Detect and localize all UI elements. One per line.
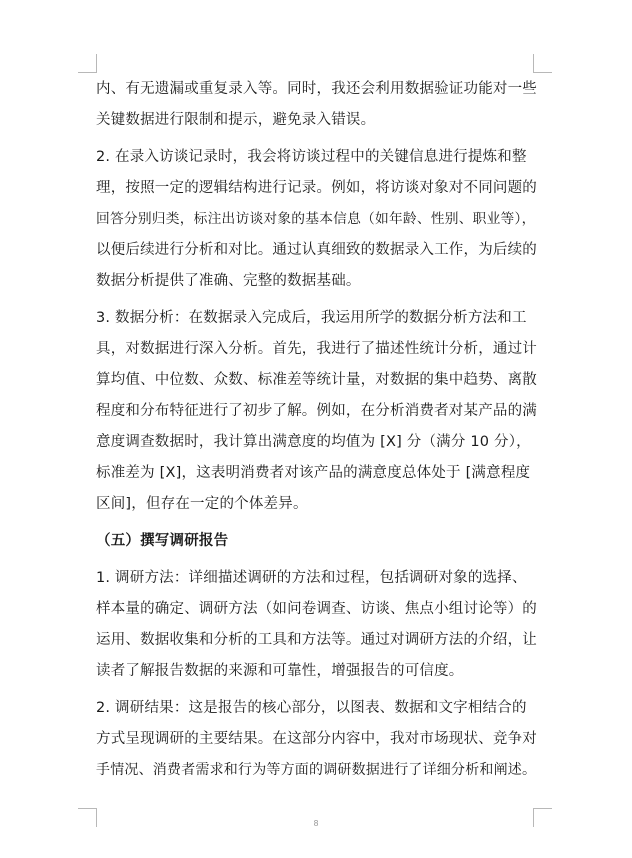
crop-mark-top-left bbox=[78, 54, 97, 73]
text-line: 程度和分布特征进行了初步了解。例如，在分析消费者对某产品的满 bbox=[96, 403, 537, 419]
section-heading: （五）撰写调研报告 bbox=[96, 533, 229, 549]
paragraph bbox=[96, 303, 542, 520]
paragraph bbox=[96, 693, 542, 786]
text-line: 区间]，但存在一定的个体差异。 bbox=[96, 496, 308, 512]
crop-mark-top-right bbox=[533, 54, 552, 73]
text-line: 算均值、中位数、众数、标准差等统计量，对数据的集中趋势、离散 bbox=[96, 372, 537, 388]
text-line: 2. 调研结果：这是报告的核心部分，以图表、数据和文字相结合的 bbox=[96, 700, 527, 716]
text-line: 2. 在录入访谈记录时，我会将访谈过程中的关键信息进行提炼和整 bbox=[96, 149, 527, 165]
paragraph bbox=[96, 563, 542, 687]
text-line: 具，对数据进行深入分析。首先，我进行了描述性统计分析，通过计 bbox=[96, 341, 537, 357]
text-line: 读者了解报告数据的来源和可靠性，增强报告的可信度。 bbox=[96, 663, 464, 679]
text-line: 以便后续进行分析和对比。通过认真细致的数据录入工作，为后续的 bbox=[96, 242, 537, 258]
text-line: 样本量的确定、调研方法（如问卷调查、访谈、焦点小组讨论等）的 bbox=[96, 601, 537, 617]
paragraph bbox=[96, 74, 542, 136]
text-line: 1. 调研方法：详细描述调研的方法和过程，包括调研对象的选择、 bbox=[96, 570, 527, 586]
text-line: 手情况、消费者需求和行为等方面的调研数据进行了详细分析和阐述。 bbox=[96, 762, 537, 778]
text-line: 方式呈现调研的主要结果。在这部分内容中，我对市场现状、竞争对 bbox=[96, 731, 537, 747]
paragraph bbox=[96, 142, 542, 297]
text-line: 数据分析提供了准确、完整的数据基础。 bbox=[96, 273, 361, 289]
page-number: 8 bbox=[313, 819, 319, 828]
text-line: 运用、数据收集和分析的工具和方法等。通过对调研方法的介绍，让 bbox=[96, 632, 537, 648]
text-line: 内、有无遗漏或重复录入等。同时，我还会利用数据验证功能对一些 bbox=[96, 81, 537, 97]
page-body bbox=[96, 74, 542, 786]
text-line: 标准差为 [X]，这表明消费者对该产品的满意度总体处于 [满意程度 bbox=[96, 465, 531, 481]
text-line: 3. 数据分析：在数据录入完成后，我运用所学的数据分析方法和工 bbox=[96, 310, 527, 326]
text-line: 关键数据进行限制和提示，避免录入错误。 bbox=[96, 112, 376, 128]
text-line: 回答分别归类，标注出访谈对象的基本信息（如年龄、性别、职业等）， bbox=[96, 211, 536, 227]
text-line: 意度调查数据时，我计算出满意度的均值为 [X] 分（满分 10 分）， bbox=[96, 434, 531, 450]
text-line: 理，按照一定的逻辑结构进行记录。例如，将访谈对象对不同问题的 bbox=[96, 180, 537, 196]
